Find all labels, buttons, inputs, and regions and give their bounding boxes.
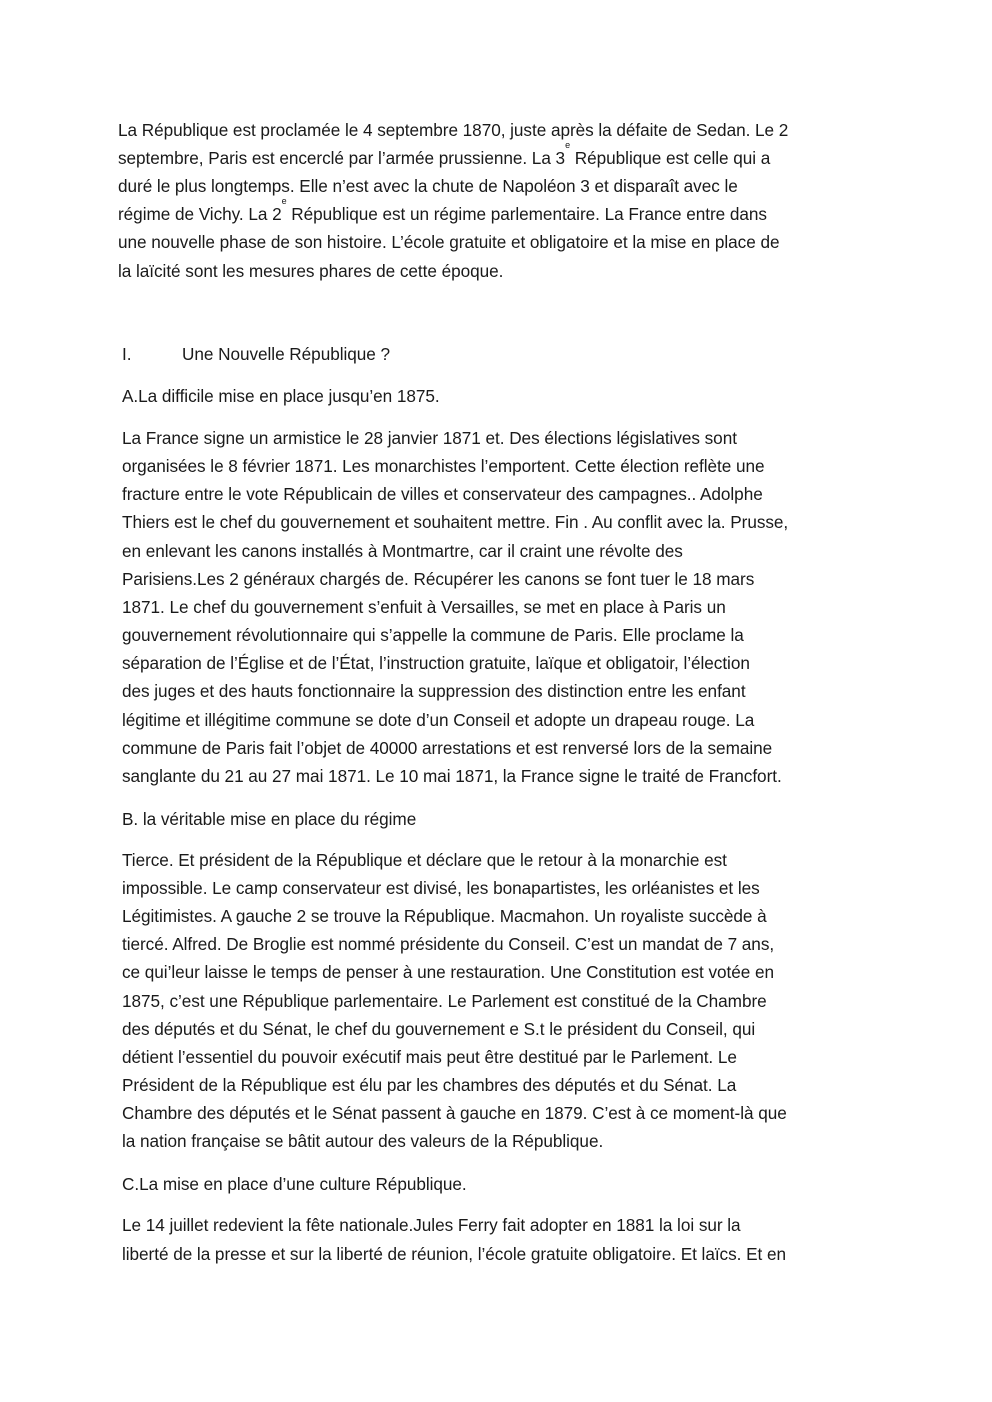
section-c-heading: C.La mise en place d’une culture République.	[122, 1174, 467, 1194]
section-c-line: Le 14 juillet redevient la fête nationale.Jules Ferry fait adopter en 1881 la loi sur la	[122, 1215, 741, 1235]
section-a-line: gouvernement révolutionnaire qui s’appelle la commune de Paris. Elle proclame la	[122, 625, 744, 645]
section-b-line: impossible. Le camp conservateur est divisé, les bonapartistes, les orléanistes et les	[122, 878, 760, 898]
section-b-line: Chambre des députés et le Sénat passent à gauche en 1879. C’est à ce moment-là que	[122, 1103, 787, 1123]
intro-line-1: La République est proclamée le 4 septembre 1870, juste après la défaite de Sedan. Le 2	[118, 120, 789, 140]
section-a-heading: A.La difficile mise en place jusqu’en 1875.	[122, 386, 440, 406]
section-b-line: ce qui’leur laisse le temps de penser à une restauration. Une Constitution est votée en	[122, 962, 775, 982]
part-number: I.	[122, 344, 132, 364]
ordinal-superscript: e	[565, 140, 571, 150]
intro-line-2	[118, 140, 771, 172]
ordinal-superscript: e	[281, 196, 287, 206]
intro-line-4-text-a: régime de Vichy. La 2	[118, 204, 282, 224]
section-b-line: des députés et du Sénat, le chef du gouvernement e S.t le président du Conseil, qui	[122, 1019, 756, 1039]
section-b-heading: B. la véritable mise en place du régime	[122, 809, 417, 829]
section-a-line: fracture entre le vote Républicain de villes et conservateur des campagnes.. Adolphe	[122, 484, 763, 504]
section-b-line: tiercé. Alfred. De Broglie est nommé présidente du Conseil. C’est un mandat de 7 ans,	[122, 934, 775, 954]
intro-line-2-text-b: République est celle qui a	[570, 148, 771, 168]
intro-line-4-text-b: République est un régime parlementaire. La France entre dans	[286, 204, 767, 224]
section-a-line: 1871. Le chef du gouvernement s’enfuit à Versailles, se met en place à Paris un	[122, 597, 726, 617]
section-b-line: détient l’essentiel du pouvoir exécutif mais peut être destitué par le Parlement. Le	[122, 1047, 737, 1067]
intro-line-5: une nouvelle phase de son histoire. L’école gratuite et obligatoire et la mise en place de	[118, 232, 780, 252]
intro-line-6: la laïcité sont les mesures phares de cette époque.	[118, 261, 504, 281]
section-b-line: 1875, c’est une République parlementaire. Le Parlement est constitué de la Chambre	[122, 991, 767, 1011]
section-a-line: séparation de l’Église et de l’État, l’instruction gratuite, laïque et obligatoir, l’élection	[122, 653, 750, 673]
section-a-line: commune de Paris fait l’objet de 40000 arrestations et est renversé lors de la semaine	[122, 738, 773, 758]
part-heading	[122, 340, 522, 368]
intro-line-3: duré le plus longtemps. Elle n’est avec la chute de Napoléon 3 et disparaît avec le	[118, 176, 738, 196]
section-b-line: Tierce. Et président de la République et déclare que le retour à la monarchie est	[122, 850, 727, 870]
section-a-line: Parisiens.Les 2 généraux chargés de. Récupérer les canons se font tuer le 18 mars	[122, 569, 755, 589]
intro-line-4	[118, 196, 767, 228]
section-a-line: sanglante du 21 au 27 mai 1871. Le 10 mai 1871, la France signe le traité de Francfort.	[122, 766, 782, 786]
section-c-line: liberté de la presse et sur la liberté de réunion, l’école gratuite obligatoire. Et laïcs. Et en	[122, 1244, 786, 1264]
section-a-line: Thiers est le chef du gouvernement et souhaitent mettre. Fin . Au conflit avec la. Prusse,	[122, 512, 789, 532]
section-a-line: organisées le 8 février 1871. Les monarchistes l’emportent. Cette élection reflète une	[122, 456, 765, 476]
section-a-line: La France signe un armistice le 28 janvier 1871 et. Des élections législatives sont	[122, 428, 737, 448]
section-a-line: légitime et illégitime commune se dote d’un Conseil et adopte un drapeau rouge. La	[122, 710, 755, 730]
section-b-line: Légitimistes. A gauche 2 se trouve la République. Macmahon. Un royaliste succède à	[122, 906, 767, 926]
section-a-line: des juges et des hauts fonctionnaire la suppression des distinction entre les enfant	[122, 681, 746, 701]
section-b-line: Président de la République est élu par les chambres des députés et du Sénat. La	[122, 1075, 737, 1095]
section-b-line: la nation française se bâtit autour des valeurs de la République.	[122, 1131, 604, 1151]
part-title: Une Nouvelle République ?	[182, 344, 391, 364]
section-a-line: en enlevant les canons installés à Montmartre, car il craint une révolte des	[122, 541, 683, 561]
intro-line-2-text-a: septembre, Paris est encerclé par l’armée prussienne. La 3	[118, 148, 566, 168]
